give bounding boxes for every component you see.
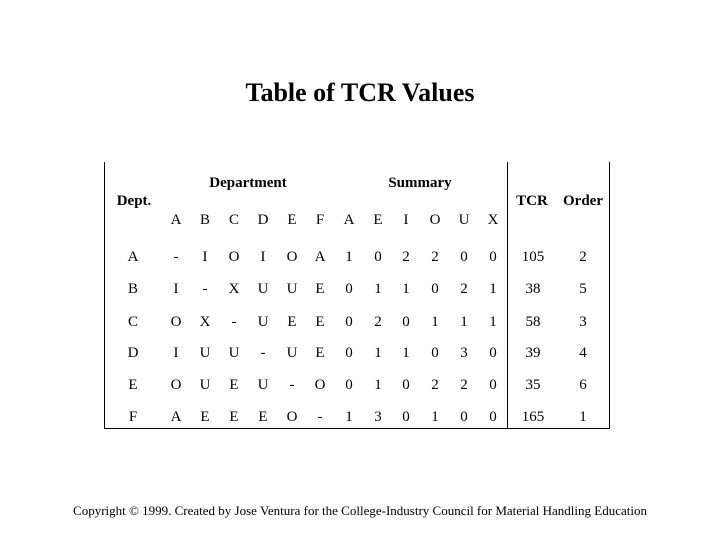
summary-count-cell: 1 [489,281,497,297]
header-tcr: TCR [516,193,548,209]
summary-count-cell: 0 [345,281,353,297]
column-header-dept-c: C [228,212,240,228]
relationship-cell: - [260,345,266,361]
summary-count-cell: 0 [460,249,468,265]
header-dept: Dept. [116,193,152,209]
summary-count-cell: 2 [460,281,468,297]
relationship-cell: I [202,249,208,265]
page-title: Table of TCR Values [245,78,475,107]
row-label: E [128,377,138,393]
column-header-summary-a: A [343,212,355,228]
summary-count-cell: 3 [374,409,382,425]
summary-count-cell: 0 [402,377,410,393]
order-value: 3 [579,314,587,330]
column-header-dept-b: B [199,212,211,228]
summary-count-cell: 0 [345,345,353,361]
summary-count-cell: 0 [489,409,497,425]
copyright-notice: Copyright © 1999. Created by Jose Ventura for the College-Industry Council for Material Handling Education [73,503,647,518]
row-label: B [127,281,139,297]
relationship-cell: U [257,314,269,330]
relationship-cell: O [286,249,298,265]
order-value: 6 [579,377,587,393]
summary-count-cell: 0 [374,249,382,265]
relationship-cell: O [228,249,240,265]
relationship-cell: E [258,409,268,425]
summary-count-cell: 1 [431,314,439,330]
relationship-cell: A [170,409,182,425]
order-value: 2 [579,249,587,265]
summary-count-cell: 2 [402,249,410,265]
relationship-cell: - [202,281,208,297]
tcr-value: 38 [525,281,541,297]
summary-count-cell: 1 [460,314,468,330]
relationship-cell: - [173,249,179,265]
summary-count-cell: 1 [345,249,353,265]
summary-count-cell: 2 [374,314,382,330]
tcr-value: 39 [525,345,541,361]
summary-count-cell: 0 [489,249,497,265]
relationship-cell: O [170,314,182,330]
relationship-cell: I [260,249,266,265]
relationship-cell: E [287,314,297,330]
summary-count-cell: 0 [402,409,410,425]
column-header-summary-u: U [458,212,470,228]
summary-count-cell: 0 [460,409,468,425]
relationship-cell: I [173,345,179,361]
relationship-cell: O [314,377,326,393]
relationship-cell: U [286,345,298,361]
relationship-cell: - [317,409,323,425]
summary-count-cell: 0 [345,377,353,393]
relationship-cell: E [200,409,210,425]
relationship-cell: U [228,345,240,361]
relationship-cell: E [315,314,325,330]
relationship-cell: E [315,281,325,297]
relationship-cell: O [170,377,182,393]
summary-count-cell: 1 [402,281,410,297]
relationship-cell: X [228,281,240,297]
order-value: 4 [579,345,587,361]
group-header-department: Department [209,175,287,191]
header-order: Order [563,193,603,209]
summary-count-cell: 1 [374,345,382,361]
column-header-summary-i: I [403,212,409,228]
relationship-cell: U [257,281,269,297]
tcr-value: 58 [525,314,541,330]
order-value: 5 [579,281,587,297]
column-header-dept-e: E [287,212,297,228]
tcr-value: 105 [521,249,545,265]
tcr-value: 165 [521,409,545,425]
relationship-cell: U [199,345,211,361]
row-label: A [127,249,139,265]
summary-count-cell: 2 [460,377,468,393]
summary-count-cell: 2 [431,249,439,265]
relationship-cell: E [315,345,325,361]
summary-count-cell: 1 [345,409,353,425]
summary-count-cell: 0 [431,345,439,361]
row-label: F [128,409,138,425]
relationship-cell: U [199,377,211,393]
row-label: C [127,314,139,330]
relationship-cell: O [286,409,298,425]
column-header-dept-d: D [257,212,269,228]
relationship-cell: E [229,409,239,425]
summary-count-cell: 0 [489,345,497,361]
summary-count-cell: 0 [431,281,439,297]
summary-count-cell: 1 [374,281,382,297]
summary-count-cell: 1 [431,409,439,425]
column-header-summary-x: X [487,212,499,228]
column-header-dept-a: A [170,212,182,228]
relationship-cell: - [231,314,237,330]
column-header-summary-o: O [429,212,441,228]
relationship-cell: A [314,249,326,265]
tcr-value: 35 [525,377,541,393]
row-label: D [127,345,139,361]
summary-count-cell: 0 [489,377,497,393]
summary-count-cell: 1 [402,345,410,361]
summary-count-cell: 0 [402,314,410,330]
relationship-cell: U [257,377,269,393]
relationship-cell: E [229,377,239,393]
summary-count-cell: 1 [374,377,382,393]
relationship-cell: X [199,314,211,330]
summary-count-cell: 2 [431,377,439,393]
column-header-dept-f: F [315,212,325,228]
table-column-divider [507,162,508,428]
relationship-cell: - [289,377,295,393]
summary-count-cell: 0 [345,314,353,330]
order-value: 1 [579,409,587,425]
summary-count-cell: 3 [460,345,468,361]
column-header-summary-e: E [373,212,383,228]
summary-count-cell: 1 [489,314,497,330]
relationship-cell: U [286,281,298,297]
relationship-cell: I [173,281,179,297]
group-header-summary: Summary [388,175,452,191]
